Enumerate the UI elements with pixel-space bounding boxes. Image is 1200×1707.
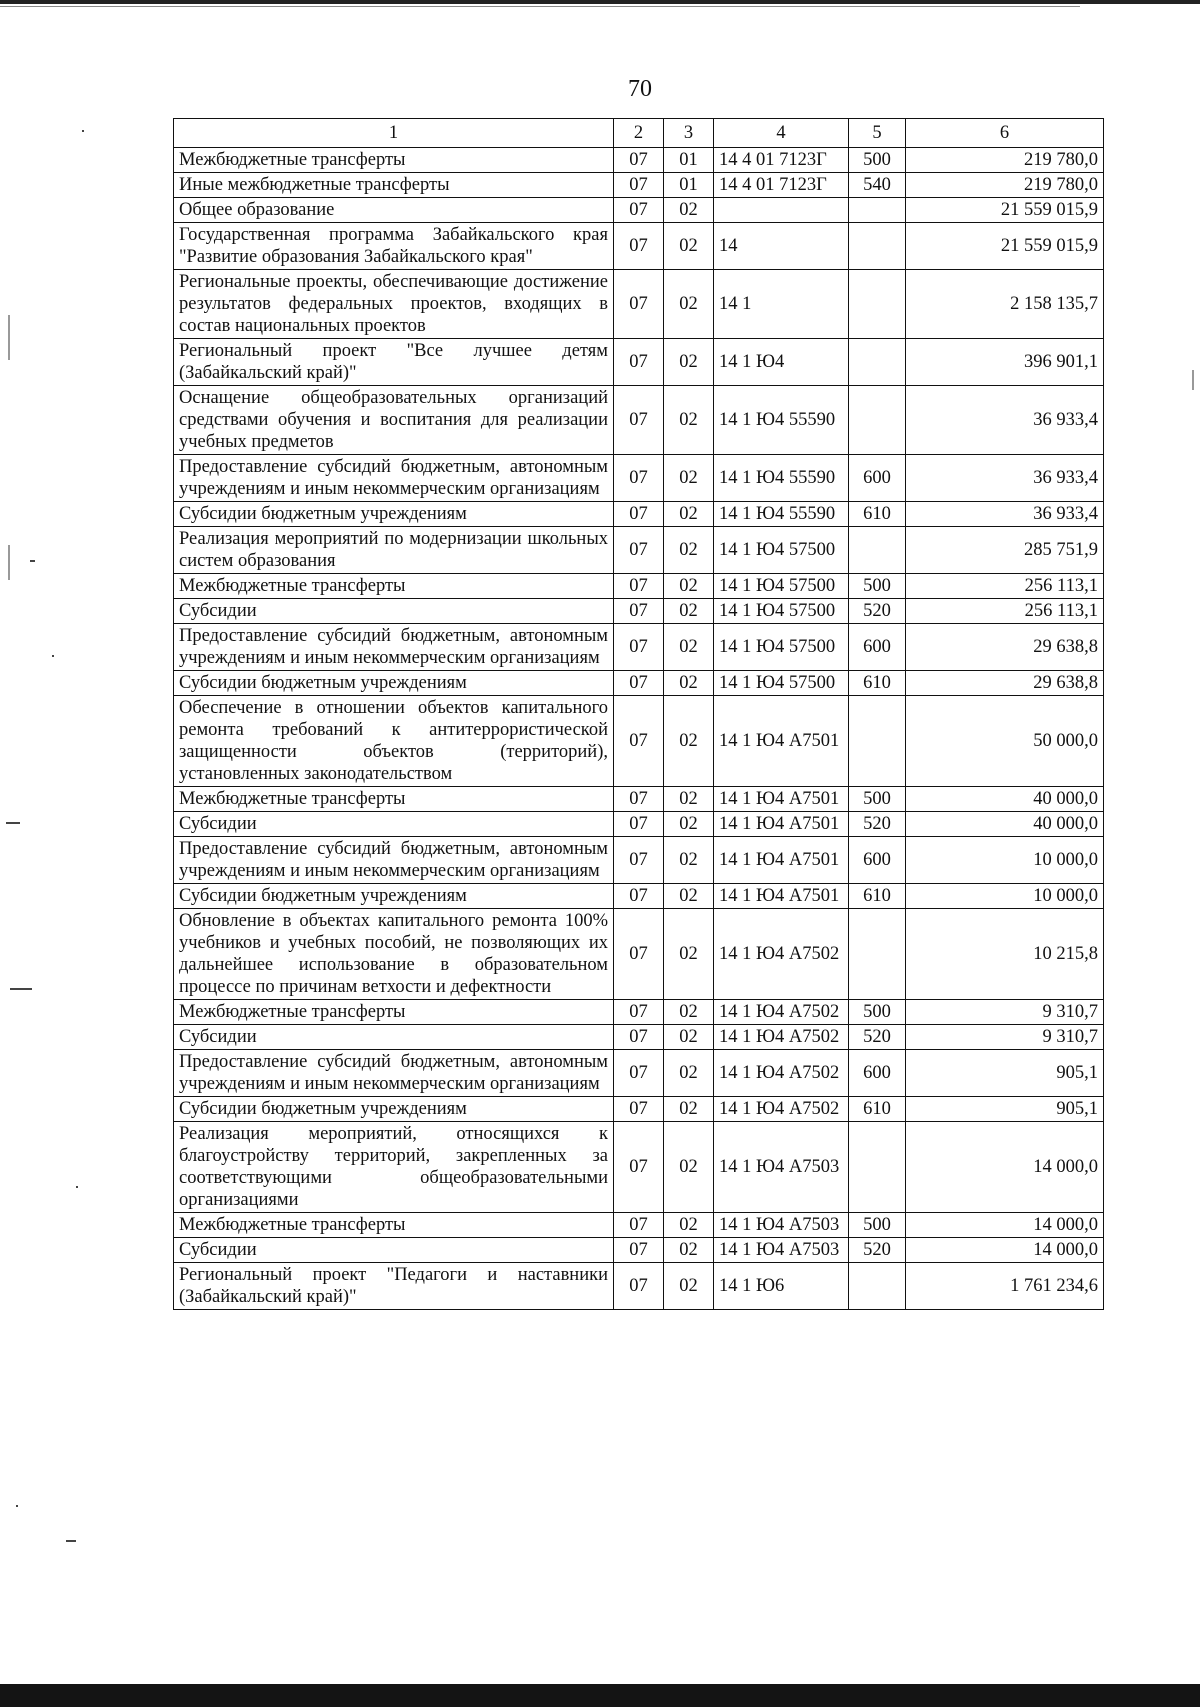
row-vr: 600	[849, 624, 906, 671]
row-csr: 14 1 Ю4 А7502	[714, 1000, 849, 1025]
row-csr: 14 1 Ю4 А7503	[714, 1122, 849, 1213]
row-sum: 10 215,8	[906, 909, 1104, 1000]
scan-top-line	[0, 6, 1080, 7]
row-pr: 02	[664, 837, 714, 884]
row-vr: 600	[849, 455, 906, 502]
row-sum: 1 761 234,6	[906, 1263, 1104, 1310]
row-pr: 02	[664, 502, 714, 527]
table-row	[174, 148, 1104, 173]
row-csr: 14 1 Ю4 А7502	[714, 1025, 849, 1050]
row-csr: 14 1 Ю4 А7501	[714, 812, 849, 837]
row-name: Реализация мероприятий по модернизации школьных систем образования	[174, 527, 614, 574]
table-row	[174, 671, 1104, 696]
scan-speck	[6, 822, 20, 824]
row-name: Субсидии бюджетным учреждениям	[174, 1097, 614, 1122]
row-sum: 219 780,0	[906, 148, 1104, 173]
row-pr: 02	[664, 909, 714, 1000]
header-col-3: 3	[664, 119, 714, 148]
row-pr: 02	[664, 1213, 714, 1238]
header-col-6: 6	[906, 119, 1104, 148]
row-name: Предоставление субсидий бюджетным, автономным учреждениям и иным некоммерческим организациям	[174, 1050, 614, 1097]
row-name: Региональный проект "Все лучшее детям (Забайкальский край)"	[174, 339, 614, 386]
row-name: Региональные проекты, обеспечивающие достижение результатов федеральных проектов, входящих в состав национальных проектов	[174, 270, 614, 339]
row-name: Предоставление субсидий бюджетным, автономным учреждениям и иным некоммерческим организациям	[174, 624, 614, 671]
row-rz: 07	[614, 1213, 664, 1238]
row-csr	[714, 198, 849, 223]
row-csr: 14 1 Ю4	[714, 339, 849, 386]
row-sum: 36 933,4	[906, 386, 1104, 455]
scan-speck	[66, 1540, 76, 1542]
row-pr: 02	[664, 1050, 714, 1097]
row-vr: 610	[849, 1097, 906, 1122]
row-rz: 07	[614, 1097, 664, 1122]
row-pr: 02	[664, 198, 714, 223]
row-vr	[849, 223, 906, 270]
scan-speck	[30, 560, 35, 562]
table-row	[174, 884, 1104, 909]
scan-speck	[82, 130, 84, 132]
scan-top-border	[0, 0, 1200, 4]
row-name: Обновление в объектах капитального ремонта 100% учебников и учебных пособий, не позволяющих их дальнейшее использование в образовательном процессе по причинам ветхости и дефектности	[174, 909, 614, 1000]
row-sum: 256 113,1	[906, 574, 1104, 599]
row-csr: 14	[714, 223, 849, 270]
table-row	[174, 1122, 1104, 1213]
scan-margin-mark	[8, 315, 10, 360]
row-csr: 14 1 Ю4 57500	[714, 574, 849, 599]
page-number: 70	[628, 76, 652, 102]
table-row	[174, 527, 1104, 574]
row-rz: 07	[614, 527, 664, 574]
row-pr: 02	[664, 270, 714, 339]
row-vr: 520	[849, 812, 906, 837]
row-vr	[849, 909, 906, 1000]
row-name: Субсидии бюджетным учреждениям	[174, 502, 614, 527]
row-vr	[849, 1122, 906, 1213]
row-pr: 02	[664, 1000, 714, 1025]
row-rz: 07	[614, 1122, 664, 1213]
row-csr: 14 1 Ю4 57500	[714, 599, 849, 624]
header-col-1: 1	[174, 119, 614, 148]
table-row	[174, 624, 1104, 671]
scan-speck	[10, 988, 32, 990]
table-row	[174, 1050, 1104, 1097]
row-vr: 500	[849, 1213, 906, 1238]
row-rz: 07	[614, 574, 664, 599]
scan-margin-mark	[1192, 370, 1194, 390]
row-csr: 14 1 Ю4 А7501	[714, 787, 849, 812]
table-row	[174, 270, 1104, 339]
row-vr: 520	[849, 599, 906, 624]
row-csr: 14 1	[714, 270, 849, 339]
table-row	[174, 787, 1104, 812]
row-sum: 36 933,4	[906, 455, 1104, 502]
row-name: Субсидии	[174, 1238, 614, 1263]
row-vr: 500	[849, 148, 906, 173]
row-csr: 14 1 Ю4 57500	[714, 624, 849, 671]
table-row	[174, 574, 1104, 599]
row-rz: 07	[614, 339, 664, 386]
table-row	[174, 1000, 1104, 1025]
row-rz: 07	[614, 624, 664, 671]
row-pr: 02	[664, 386, 714, 455]
row-csr: 14 1 Ю4 А7501	[714, 884, 849, 909]
table-row	[174, 1213, 1104, 1238]
table-row	[174, 837, 1104, 884]
table-row	[174, 696, 1104, 787]
row-sum: 40 000,0	[906, 787, 1104, 812]
row-pr: 01	[664, 148, 714, 173]
row-name: Субсидии бюджетным учреждениям	[174, 671, 614, 696]
row-sum: 21 559 015,9	[906, 223, 1104, 270]
row-pr: 02	[664, 812, 714, 837]
row-sum: 14 000,0	[906, 1213, 1104, 1238]
row-vr	[849, 270, 906, 339]
row-csr: 14 1 Ю4 А7503	[714, 1238, 849, 1263]
row-rz: 07	[614, 909, 664, 1000]
table-row	[174, 455, 1104, 502]
table-row	[174, 502, 1104, 527]
row-name: Межбюджетные трансферты	[174, 574, 614, 599]
row-name: Межбюджетные трансферты	[174, 1213, 614, 1238]
row-vr: 610	[849, 671, 906, 696]
table-row	[174, 1238, 1104, 1263]
table-row	[174, 339, 1104, 386]
row-vr	[849, 198, 906, 223]
row-vr: 500	[849, 787, 906, 812]
row-pr: 02	[664, 527, 714, 574]
row-sum: 285 751,9	[906, 527, 1104, 574]
row-csr: 14 1 Ю4 А7502	[714, 1097, 849, 1122]
table-header-row	[174, 119, 1104, 148]
row-name: Межбюджетные трансферты	[174, 148, 614, 173]
row-sum: 40 000,0	[906, 812, 1104, 837]
row-csr: 14 1 Ю4 57500	[714, 671, 849, 696]
row-rz: 07	[614, 837, 664, 884]
row-rz: 07	[614, 884, 664, 909]
row-rz: 07	[614, 1238, 664, 1263]
row-csr: 14 1 Ю4 55590	[714, 455, 849, 502]
row-pr: 02	[664, 599, 714, 624]
row-sum: 219 780,0	[906, 173, 1104, 198]
row-rz: 07	[614, 148, 664, 173]
row-name: Субсидии бюджетным учреждениям	[174, 884, 614, 909]
header-col-5: 5	[849, 119, 906, 148]
row-pr: 02	[664, 455, 714, 502]
row-sum: 9 310,7	[906, 1025, 1104, 1050]
table-row	[174, 909, 1104, 1000]
table-row	[174, 173, 1104, 198]
table-row	[174, 812, 1104, 837]
row-pr: 02	[664, 339, 714, 386]
scan-margin-mark	[8, 545, 10, 580]
row-name: Оснащение общеобразовательных организаций средствами обучения и воспитания для реализации учебных предметов	[174, 386, 614, 455]
row-csr: 14 1 Ю4 А7503	[714, 1213, 849, 1238]
row-rz: 07	[614, 1025, 664, 1050]
row-rz: 07	[614, 1050, 664, 1097]
row-sum: 50 000,0	[906, 696, 1104, 787]
header-col-2: 2	[614, 119, 664, 148]
row-vr	[849, 527, 906, 574]
row-pr: 02	[664, 624, 714, 671]
row-pr: 02	[664, 884, 714, 909]
row-csr: 14 1 Ю6	[714, 1263, 849, 1310]
row-name: Субсидии	[174, 812, 614, 837]
row-rz: 07	[614, 1000, 664, 1025]
table-row	[174, 386, 1104, 455]
row-rz: 07	[614, 270, 664, 339]
table-row	[174, 223, 1104, 270]
row-sum: 905,1	[906, 1050, 1104, 1097]
row-sum: 10 000,0	[906, 837, 1104, 884]
header-col-4: 4	[714, 119, 849, 148]
row-csr: 14 1 Ю4 А7502	[714, 1050, 849, 1097]
row-vr: 520	[849, 1025, 906, 1050]
row-csr: 14 4 01 7123Г	[714, 148, 849, 173]
row-rz: 07	[614, 599, 664, 624]
row-rz: 07	[614, 812, 664, 837]
row-name: Субсидии	[174, 599, 614, 624]
scan-speck	[16, 1505, 18, 1507]
row-rz: 07	[614, 198, 664, 223]
row-pr: 02	[664, 696, 714, 787]
row-vr: 610	[849, 884, 906, 909]
row-sum: 29 638,8	[906, 671, 1104, 696]
row-name: Реализация мероприятий, относящихся к благоустройству территорий, закрепленных за соответствующими общеобразовательными организациями	[174, 1122, 614, 1213]
row-csr: 14 1 Ю4 55590	[714, 502, 849, 527]
table-row	[174, 1097, 1104, 1122]
row-rz: 07	[614, 502, 664, 527]
row-pr: 02	[664, 223, 714, 270]
row-name: Иные межбюджетные трансферты	[174, 173, 614, 198]
row-vr	[849, 339, 906, 386]
table-row	[174, 1263, 1104, 1310]
row-sum: 14 000,0	[906, 1238, 1104, 1263]
row-vr: 540	[849, 173, 906, 198]
row-sum: 14 000,0	[906, 1122, 1104, 1213]
row-pr: 02	[664, 671, 714, 696]
row-pr: 02	[664, 1122, 714, 1213]
row-csr: 14 1 Ю4 А7501	[714, 837, 849, 884]
row-vr: 610	[849, 502, 906, 527]
row-rz: 07	[614, 787, 664, 812]
row-sum: 10 000,0	[906, 884, 1104, 909]
row-vr: 600	[849, 837, 906, 884]
row-vr: 500	[849, 1000, 906, 1025]
row-name: Межбюджетные трансферты	[174, 787, 614, 812]
row-pr: 02	[664, 1263, 714, 1310]
table-row	[174, 599, 1104, 624]
row-sum: 29 638,8	[906, 624, 1104, 671]
row-name: Предоставление субсидий бюджетным, автономным учреждениям и иным некоммерческим организациям	[174, 455, 614, 502]
row-csr: 14 4 01 7123Г	[714, 173, 849, 198]
row-name: Предоставление субсидий бюджетным, автономным учреждениям и иным некоммерческим организациям	[174, 837, 614, 884]
row-rz: 07	[614, 173, 664, 198]
scan-speck	[76, 1186, 78, 1188]
row-rz: 07	[614, 386, 664, 455]
row-csr: 14 1 Ю4 А7502	[714, 909, 849, 1000]
row-sum: 36 933,4	[906, 502, 1104, 527]
row-name: Межбюджетные трансферты	[174, 1000, 614, 1025]
row-rz: 07	[614, 1263, 664, 1310]
row-csr: 14 1 Ю4 57500	[714, 527, 849, 574]
budget-table	[173, 118, 1104, 1310]
row-csr: 14 1 Ю4 55590	[714, 386, 849, 455]
row-vr	[849, 696, 906, 787]
row-name: Субсидии	[174, 1025, 614, 1050]
row-pr: 02	[664, 1025, 714, 1050]
row-csr: 14 1 Ю4 А7501	[714, 696, 849, 787]
row-sum: 256 113,1	[906, 599, 1104, 624]
table-body	[174, 148, 1104, 1310]
row-rz: 07	[614, 455, 664, 502]
row-name: Государственная программа Забайкальского края "Развитие образования Забайкальского края"	[174, 223, 614, 270]
row-pr: 01	[664, 173, 714, 198]
row-vr	[849, 1263, 906, 1310]
row-sum: 396 901,1	[906, 339, 1104, 386]
row-rz: 07	[614, 671, 664, 696]
table-row	[174, 198, 1104, 223]
row-sum: 9 310,7	[906, 1000, 1104, 1025]
row-vr: 600	[849, 1050, 906, 1097]
scan-speck	[52, 655, 54, 657]
row-pr: 02	[664, 1238, 714, 1263]
row-name: Региональный проект "Педагоги и наставники (Забайкальский край)"	[174, 1263, 614, 1310]
row-pr: 02	[664, 1097, 714, 1122]
row-pr: 02	[664, 574, 714, 599]
row-pr: 02	[664, 787, 714, 812]
row-name: Общее образование	[174, 198, 614, 223]
row-sum: 2 158 135,7	[906, 270, 1104, 339]
row-rz: 07	[614, 696, 664, 787]
row-rz: 07	[614, 223, 664, 270]
row-name: Обеспечение в отношении объектов капитального ремонта требований к антитеррористической защищенности объектов (территорий), установленных законодательством	[174, 696, 614, 787]
row-vr	[849, 386, 906, 455]
row-sum: 905,1	[906, 1097, 1104, 1122]
scan-bottom-band	[0, 1684, 1200, 1707]
table-row	[174, 1025, 1104, 1050]
row-vr: 520	[849, 1238, 906, 1263]
row-vr: 500	[849, 574, 906, 599]
row-sum: 21 559 015,9	[906, 198, 1104, 223]
